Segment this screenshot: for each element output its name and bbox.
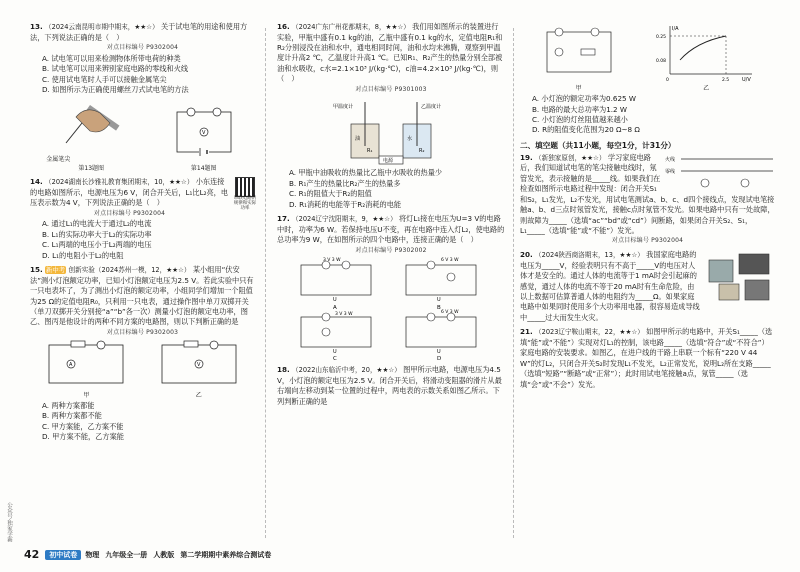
question-21: 21. （2023辽宁鞍山期末，22，★★☆） 如图甲所示的电路中，开关S₁_____（选填“能”或“不能”）实现对灯L₁的控制，该电路_____（选填“符合”或“不符合”）家庭电路的安装要求。如图乙，在进户线的干路上串联一个标有“220 V 44 W”的灯L₂，只闭合开关S₂时发现L₁不发光，L₂正常发光，说明L₂所在支路_____（选填“短路”“断路”或“正常”）；此时用试电笔接触a点，氖管_____（选填“会”或“不会”）发光。	[520, 327, 773, 389]
question-15: 15. 新中考 创新实验（2024苏州一模，12，★★☆） 某小组用“伏安法”测小灯泡额定功率，已知小灯泡额定电压为2.5 V。若此实验中只有一只电表坏了，为了测出小灯泡的额定功率，小组同学们增加一个阻值为25 Ω的定值电阻R₀，只利用一只电表，通过操作图中单刀双掷开关（单刀双掷开关分别接“a”“b”各一次）测量小灯泡的额定电功率，图乙、图丙是他设计的两种不同方案的电路图，则以下判断正确的是 对点目标编号 P9302003 A 甲 V 乙 A. 两种方案都能 B. 两种方案都不能 C. 甲方案能，乙方案不能 D. 甲方案不能，乙方案能	[30, 265, 254, 441]
svg-text:I/A: I/A	[672, 26, 679, 32]
question-14: 14. （2024湖南长沙雅礼教育集团期末，10，★★☆） 小东连接的电路如图所示，电源电压为6 V，闭合开关后，L₁比L₂亮，电压表示数为4 V，下列说法正确的是（ ） 串联电路的规律和实际功率 对点目标编号 P9302004 A. 通过L₁的电流大于通过L₂的电流 B. L₁的实际功率大于L₂的实际功率 C. L₁两端的电压小于L₂两端的电压 D. L₁的电阻小于L₂的电阻	[30, 177, 257, 260]
new-exam-badge: 新中考	[46, 266, 66, 275]
svg-text:C: C	[333, 356, 337, 362]
svg-text:3 V 3 W: 3 V 3 W	[335, 312, 353, 318]
option-d: D. 如图所示为正确使用螺丝刀式试电笔的方法	[42, 84, 189, 94]
option-b: B. 两种方案都不能	[42, 411, 102, 421]
svg-text:6 V 3 W: 6 V 3 W	[441, 258, 459, 264]
option-c: C. L₁两端的电压小于L₂两端的电压	[42, 240, 152, 250]
svg-text:A: A	[333, 305, 337, 312]
option-d: D. R₁消耗的电能等于R₂消耗的电能	[289, 199, 402, 209]
svg-text:火线: 火线	[665, 156, 676, 163]
svg-text:油: 油	[355, 136, 361, 143]
option-d: D. 甲方案不能，乙方案能	[42, 431, 124, 441]
svg-text:A: A	[69, 361, 73, 368]
svg-text:V: V	[201, 130, 206, 137]
option-c: C. 使用试电笔时人手可以接触金属笔尖	[42, 74, 167, 84]
column-2	[277, 22, 505, 411]
svg-text:3 V 3 W: 3 V 3 W	[323, 258, 341, 264]
page-number: 42	[24, 548, 40, 562]
svg-text:甲温度计: 甲温度计	[333, 104, 354, 111]
svg-text:U: U	[333, 297, 337, 304]
q18-figures: 甲 U/V I/A 0.25 0.08 0 2.5 乙	[520, 22, 775, 94]
q17-circuit-options	[291, 257, 491, 361]
option-a: A. 甲瓶中油吸收的热量比乙瓶中水吸收的热量少	[289, 168, 443, 178]
option-d: D. L₁的电阻小于L₂的电阻	[42, 250, 124, 260]
svg-text:2.5: 2.5	[722, 78, 730, 82]
q15-circuit-yi	[154, 339, 244, 389]
q18-iu-graph	[656, 22, 756, 82]
question-17: 17. （2024辽宁沈阳期末，9，★★☆） 将灯L₁接在电压为U=3 V的电路中时，功率为6 W。若保持电压U不变，再在电路中连入灯L₂，使电路的总功率为9 W，在如图所示的四个电路中，连接正确的是（ ） 对点目标编号 P9302002 3 V 3 W U A 6 V 3 W U B 3 V 3 W U C 6 V 3 W U D	[277, 214, 505, 362]
svg-text:0.25: 0.25	[656, 35, 667, 40]
svg-text:U/V: U/V	[742, 77, 752, 82]
option-c: C. 小灯泡的灯丝阻值越来越小	[532, 115, 628, 124]
svg-text:0: 0	[666, 78, 670, 82]
page-footer: 42 初中试卷 物理 九年级全一册 人教版 第二学期期中素养综合测试卷	[24, 548, 272, 562]
option-a: A. 试电笔可以用来检测物体所带电荷的种类	[42, 53, 181, 63]
svg-text:零线: 零线	[665, 168, 676, 175]
column-1	[30, 22, 255, 446]
question-18: 18. （2022山东临沂中考，20，★★☆） 图甲所示电路，电源电压为4.5 V，小灯泡的额定电压为2.5 V。闭合开关后，将滑动变阻器的滑片从最右端向左移动到某一位置的过程中，两电表的示数关系如图乙所示。下列判断正确的是	[277, 365, 502, 406]
circuit-a	[301, 257, 371, 311]
circuit-d	[406, 309, 476, 361]
option-d: D. R的阻值变化范围为20 Ω~8 Ω	[532, 125, 640, 135]
svg-text:U: U	[333, 349, 337, 356]
q16-heating-apparatus	[331, 96, 451, 166]
q20-appliances-figure	[705, 250, 775, 304]
circuit-c	[301, 311, 371, 361]
svg-text:乙温度计: 乙温度计	[421, 104, 442, 111]
svg-text:水: 水	[407, 136, 413, 143]
question-13: 13. （2024云南昆明市期中期末，★★☆） 关于试电笔的用途和使用方法，下列说法正确的是（ ） 对点目标编号 P9302004 A. 试电笔可以用来检测物体所带电荷的种类 B. 试电笔可以用来辨别家庭电路的零线和火线 C. 使用试电笔时人手可以接触金属笔尖 D. 如图所示为正确使用螺丝刀式试电笔的方法 金属笔尖 第13题图 V 第14题图	[30, 22, 255, 173]
svg-text:U: U	[437, 297, 441, 304]
q15-circuit-jia	[41, 339, 131, 389]
option-c: C. R₁的阻值大于R₂的阻值	[289, 189, 372, 199]
screwdriver-tester-figure	[46, 97, 136, 152]
side-watermark: 公众号·独家学霸	[5, 501, 12, 542]
qr-code[interactable]: 串联电路的规律和实际功率	[233, 177, 257, 212]
qr-code-icon	[235, 177, 255, 197]
column-divider	[265, 28, 266, 538]
question-19: 火线 零线 19. （新独家原创，★★☆） 学习家庭电路后，我们知道试电笔的笔尖接触电线时，氖管发光，表示接触的是_____线。如果我们在检查如图所示电路过程中发现：闭合开关S₁和S₂，L₁发光，L₂不发光，用试电笔测试a、b、c、d四个接线点，发现试电笔接触a、b、d三点时氖管发光，接触c点时氖管不发光。如果电路中只有一处故障，则故障为_____（选填“ac”“bd”或“cd”）间断路，如果闭合开关S₂、S₁，L₁_____（选填“能”或“不能”）发光。 对点目标编号 P9302004	[520, 152, 775, 245]
circuit-b	[406, 257, 476, 311]
column-divider	[513, 28, 514, 538]
svg-text:R₁: R₁	[367, 148, 373, 155]
option-b: B. 试电笔可以用来辨别家庭电路的零线和火线	[42, 64, 189, 74]
series-tag: 初中试卷	[45, 550, 81, 560]
q19-circuit-figure	[665, 153, 775, 193]
svg-text:V: V	[196, 361, 201, 368]
q14-circuit-figure	[169, 106, 239, 161]
column-3	[520, 22, 775, 394]
option-b: B. 电路的最大总功率为1.2 W	[532, 104, 628, 114]
option-a: A. 小灯泡的额定功率为0.625 W	[532, 94, 637, 104]
question-16: 16. （2024广东广州花都期末，8，★★☆） 我们用如图所示的装置进行实验，甲瓶中盛有0.1 kg的油，乙瓶中盛有0.1 kg的水，定值电阻R₁和R₂分别浸没在油和水中，通电相同时间，油和水均未沸腾，观察到甲温度计升高2 ℃，乙温度计升高1 ℃。已知R₁、R₂产生的热量分别全部被油和水吸收，c水=2.1×10³ J/(kg·℃)，c油=4.2×10³ J/(kg·℃)，则（ ） 对点目标编号 P9301003 甲温度计 乙温度计 油 水 R₁ R₂ 电源 A. 甲瓶中油吸收的热量比乙瓶中水吸收的热量少 B. R₁产生的热量比R₂产生的热量多 C. R₁的阻值大于R₂的阻值 D. R₁消耗的电能等于R₂消耗的电能	[277, 22, 505, 210]
q18-circuit-jia	[539, 26, 619, 82]
option-b: B. R₁产生的热量比R₂产生的热量多	[289, 178, 401, 188]
section-title: 二、填空题（共11小题，每空1分，计31分）	[520, 140, 676, 150]
svg-text:R₂: R₂	[419, 148, 425, 155]
question-20: 20. （2024陕西商洛期末，13，★★☆） 我国家庭电路的电压为_____V，经验表明只有不高于_____V的电压对人体才是安全的。通过人体的电流等于1 mA时会引起麻的感觉，通过人体的电流不等于20 mA时有生命危险，由以上数据可估算普通人体的电阻约为_____Ω。如果家庭电路中如果同时使用多个大功率用电器，很容易造成导线中_____过大而发生火灾。	[520, 250, 775, 323]
svg-text:6 V 3 W: 6 V 3 W	[441, 310, 459, 316]
option-b: B. L₁的实际功率大于L₂的实际功率	[42, 229, 152, 239]
svg-text:U: U	[437, 349, 441, 356]
svg-text:电源: 电源	[383, 158, 394, 165]
svg-text:D: D	[437, 356, 442, 362]
option-a: A. 两种方案都能	[42, 400, 95, 410]
option-c: C. 甲方案能，乙方案不能	[42, 421, 124, 431]
svg-text:0.08: 0.08	[656, 59, 667, 64]
svg-text:B: B	[437, 305, 441, 312]
option-a: A. 通过L₁的电流大于通过L₂的电流	[42, 219, 152, 229]
